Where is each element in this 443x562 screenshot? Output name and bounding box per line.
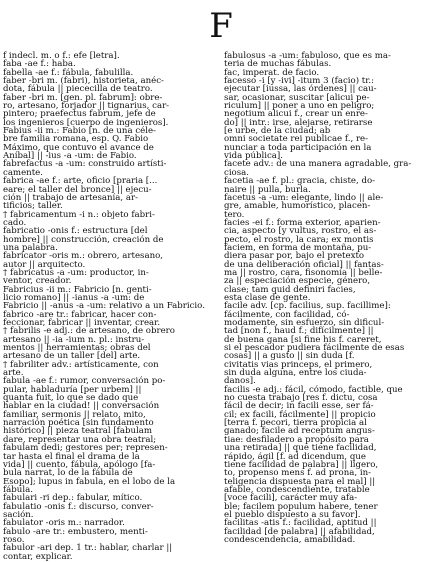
dictionary-line: facetus -a -um: elegante, lindo || ale- <box>224 192 384 203</box>
dictionary-line: sación. <box>3 509 34 520</box>
dictionary-line: ejecutar [iussa, las órdenes] || cau- <box>224 84 377 95</box>
dictionary-line: tiene facilidad de palabra] || ligero, <box>224 459 379 470</box>
dictionary-line: fabella -ae f.: fábula, fabulilla. <box>3 67 134 78</box>
dictionary-line: narración poética [sin fundamento <box>3 418 154 429</box>
dictionary-line: to, propenso mens f. ad prona, in- <box>224 468 372 479</box>
dictionary-line: vida] || cuento, fábula, apólogo [fa- <box>3 459 156 470</box>
dictionary-line: teria de muchas fábulas. <box>224 59 332 70</box>
dictionary-line: artesano || -ia -ium n. pl.: instru- <box>3 334 145 345</box>
dictionary-line: fábula. <box>3 484 33 495</box>
dictionary-line: cosas] || a gusto || sin duda [f. <box>224 351 355 362</box>
dictionary-line: tificios; taller. <box>3 201 63 212</box>
dictionary-line: bre familia romana, esp. Q. Fabio <box>3 134 149 145</box>
dictionary-line: hombre] || construcción, creación de <box>3 234 164 245</box>
dictionary-line: Fabius -ii m.: Fabio [n. de una céle- <box>3 126 156 137</box>
dictionary-line: rápido, ágil [f. ad dicendum, que <box>224 451 366 462</box>
dictionary-line: naire || pulla, burla. <box>224 184 311 195</box>
dictionary-line: histórico] || pieza teatral [fabulam <box>3 426 153 437</box>
dictionary-line: fácil de decir; in facili esse, ser fá- <box>224 401 374 412</box>
dictionary-line: una retirada] || que tiene facilidad, <box>224 443 377 454</box>
dictionary-line: teligencia dispuesta para el mal] || <box>224 476 376 487</box>
dictionary-line: clase; tam quid definiri facies, <box>224 284 356 295</box>
dictionary-line: tar hasta el final el drama de la <box>3 451 140 462</box>
dictionary-line: Esopo]; lupus in fabula, en el lobo de la <box>3 476 176 487</box>
dictionary-line: dota, fábula || piececilla de teatro. <box>3 84 153 95</box>
dictionary-line: pintero; praefectus fabrum, jefe de <box>3 109 156 120</box>
dictionary-line: gre, amable, humorístico, placen- <box>224 201 371 212</box>
dictionary-line: bula narrat, lo de la fábula de <box>3 468 133 479</box>
dictionary-line: una palabra. <box>3 242 58 253</box>
dictionary-line: fabulator -oris m.: narrador. <box>3 518 125 529</box>
dictionary-line: los ingenieros [cuerpo de ingenieros]. <box>3 117 169 128</box>
dictionary-line: † fabricamentum -i n.: objeto fabri- <box>3 209 155 220</box>
dictionary-line: do] || intr.: irse, alejarse, retirarse <box>224 117 373 128</box>
dictionary-line: fabricatio -onis f.: estructura [del <box>3 226 148 237</box>
dictionary-line: Máximo, que contuvo el avance de <box>3 142 154 153</box>
dictionary-line: fabulatio -onis f.: discurso, conver- <box>3 501 154 512</box>
dictionary-line: de una deliberación oficial] || fantas- <box>224 259 384 270</box>
dictionary-line: ciosa. <box>224 167 250 178</box>
dictionary-line: diera pasar por, bajo el pretexto <box>224 251 365 262</box>
dictionary-line: sin duda alguna, entre los ciuda- <box>224 368 367 379</box>
dictionary-line: cil; ex facili, fácilmente] || propicio <box>224 409 376 420</box>
dictionary-line: el pueblo dispuesto a su favor]. <box>224 509 361 520</box>
dictionary-line: facilitas -atis f.: facilidad, aptitud || <box>224 518 377 529</box>
dictionary-line: facilidad [de palabra] || afabilidad, <box>224 526 375 537</box>
dictionary-line: modamente, sin esfuerzo, sin dificul- <box>224 318 385 328</box>
dictionary-line: tiae: desfiladero a propósito para <box>224 434 369 445</box>
dictionary-line: fabula -ae f.: rumor, conversación po- <box>3 376 166 387</box>
dictionary-line: de buena gana [si fine his f. careret, <box>224 334 382 345</box>
dictionary-line: camente. <box>3 167 43 178</box>
dictionary-line: fabrica -ae f.: arte, oficio [praria [... <box>3 176 158 187</box>
dictionary-line: fabulosus -a -um: fabuloso, que es ma- <box>224 51 391 61</box>
dictionary-line: fac, imperat. de facio. <box>224 67 320 78</box>
dictionary-line: fabricator -oris m.: obrero, artesano, <box>3 251 164 262</box>
dictionary-line: [voce facili], carácter muy afa- <box>224 493 358 504</box>
dictionary-line: † fabriliter adv.: artísticamente, con <box>3 359 159 370</box>
dictionary-line: sar, ocasionar, suscitar [alicui pe- <box>224 92 370 103</box>
dictionary-line: no cuesta trabajo [res f. dictu, cosa <box>224 393 378 404</box>
dictionary-line: fabulari -ri dep.: fabular, mítico. <box>3 493 143 504</box>
dictionary-line: fabulam dedi; gestores per; represen- <box>3 443 168 454</box>
dictionary-line: dare, representar una obra teatral; <box>3 434 157 445</box>
dictionary-line: civitatis vias princeps, el primero, <box>224 359 373 370</box>
dictionary-line: condescendencia, amabilidad. <box>224 534 356 545</box>
dictionary-line: si el pescador pudiera fácilmente de esas <box>224 343 405 354</box>
dictionary-line: faciem, en forma de montaña, pu- <box>224 242 372 253</box>
dictionary-line: tad [non f., haud f.; difícilmente] || <box>224 326 374 337</box>
dictionary-line: riculum] || poner a uno en peligro; <box>224 101 375 112</box>
dictionary-line: [terra f. pecori, tierra propicia al <box>224 418 367 429</box>
dictionary-line: cado. <box>3 217 27 228</box>
dictionary-line: licio romano] || -ianus -a -um: de <box>3 292 145 303</box>
dictionary-line: facies -ei f.: forma exterior, aparien- <box>224 217 381 228</box>
dictionary-line: pecto, el rostro, la cara; ex montis <box>224 234 374 245</box>
dictionary-line: faber -bri m. (fabri), historieta, anéc- <box>3 76 164 87</box>
left-column <box>3 51 216 562</box>
dictionary-line: arte. <box>3 368 24 379</box>
dictionary-line: [e urbe, de la ciudad; ab <box>224 126 331 137</box>
dictionary-line: facesso -i [y -ivi] -itum 3 (facio) tr.: <box>224 76 375 87</box>
dictionary-line: mentos || herramientas; obras del <box>3 343 151 354</box>
dictionary-line: Fabricio || -anus -a -um: relativo a un Fabricio. <box>3 301 205 312</box>
dictionary-line: facetia -ae f. pl.: gracia, chiste, do- <box>224 176 376 187</box>
dictionary-line: fabulor -ari dep. 1 tr.: hablar, charlar || <box>3 543 173 554</box>
dictionary-line: f indecl. m. o f.: efe [letra]. <box>3 51 120 61</box>
dictionary-line: feccionar, fabricar || inventar, crear. <box>3 318 161 328</box>
dictionary-line: eare; el taller del bronce] || ejecu- <box>3 184 152 195</box>
dictionary-line: quanta fuit, lo que se dado que <box>3 393 139 404</box>
dictionary-line: esta clase de gente. <box>224 292 311 303</box>
dictionary-line: ción || trabajo de artesanía, ar- <box>3 192 139 203</box>
dictionary-line: negotium alicui f., crear un enre- <box>224 109 368 120</box>
dictionary-line: autor || arquitecto. <box>3 259 86 270</box>
dictionary-line: † fabricatus -a -um: productor, in- <box>3 267 149 278</box>
dictionary-line: fabrefactus -a -um: construido artísti- <box>3 159 167 170</box>
section-letter-heading: F <box>209 6 234 46</box>
dictionary-line: fácilmente, con facilidad, có- <box>224 309 350 320</box>
dictionary-line: Aníbal] || -ius -a -um: de Fabio. <box>3 151 137 162</box>
dictionary-line: facilis -e adj.: fácil, cómodo, factible, que <box>224 384 403 395</box>
dictionary-line: faber -bri m. [gen. pl. fabrum]: obre- <box>3 92 163 103</box>
dictionary-line: contar, explicar. <box>3 551 73 562</box>
dictionary-line: hablar en la ciudad! || conversación <box>3 401 160 412</box>
dictionary-line: vida pública]. <box>224 151 284 162</box>
dictionary-line: tero. <box>224 209 245 220</box>
dictionary-line: ma || rostro, cara, fisonomía || belle- <box>224 267 383 278</box>
dictionary-line: afable, condescendiente, tratable <box>224 484 370 495</box>
right-column <box>224 51 438 545</box>
dictionary-line: za || especiación especie, género, <box>224 276 371 287</box>
dictionary-line: nunciar a toda participación en la <box>224 142 372 153</box>
dictionary-line: ro, artesano, forjador || tignarius, car- <box>3 101 170 112</box>
dictionary-line: faba -ae f.: haba. <box>3 59 76 70</box>
dictionary-line: pular, habladuría [per urbem] || <box>3 384 142 395</box>
dictionary-line: familiar, sermonis || relato, mito, <box>3 409 146 420</box>
dictionary-line: ventor, creador. <box>3 276 72 287</box>
dictionary-line: omni societate rei publicae f., re- <box>224 134 369 145</box>
dictionary-line: danos]. <box>224 376 256 387</box>
dictionary-line: cia, aspecto [y vultus, rostro, el as- <box>224 226 377 237</box>
dictionary-line: ganado; facile ad receptum angus- <box>224 426 375 437</box>
dictionary-line: fabulo -are tr.: embustero, menti- <box>3 526 148 537</box>
dictionary-line: facete adv.: de una manera agradable, gra- <box>224 159 412 170</box>
dictionary-line: Fabricius -ii m.: Fabricio [n. genti- <box>3 284 152 295</box>
dictionary-line: roso. <box>3 534 25 545</box>
dictionary-line: artesano de un taller [del] arte. <box>3 351 141 362</box>
dictionary-line: fabrico -are tr.: fabricar, hacer con- <box>3 309 157 320</box>
dictionary-line: † fabrilis -e adj.: de artesano, de obrero <box>3 326 175 337</box>
dictionary-line: ble; facilem populum habere, tener <box>224 501 378 512</box>
dictionary-line: facile adv. [cp. facilius, sup. facillime]: <box>224 301 391 312</box>
